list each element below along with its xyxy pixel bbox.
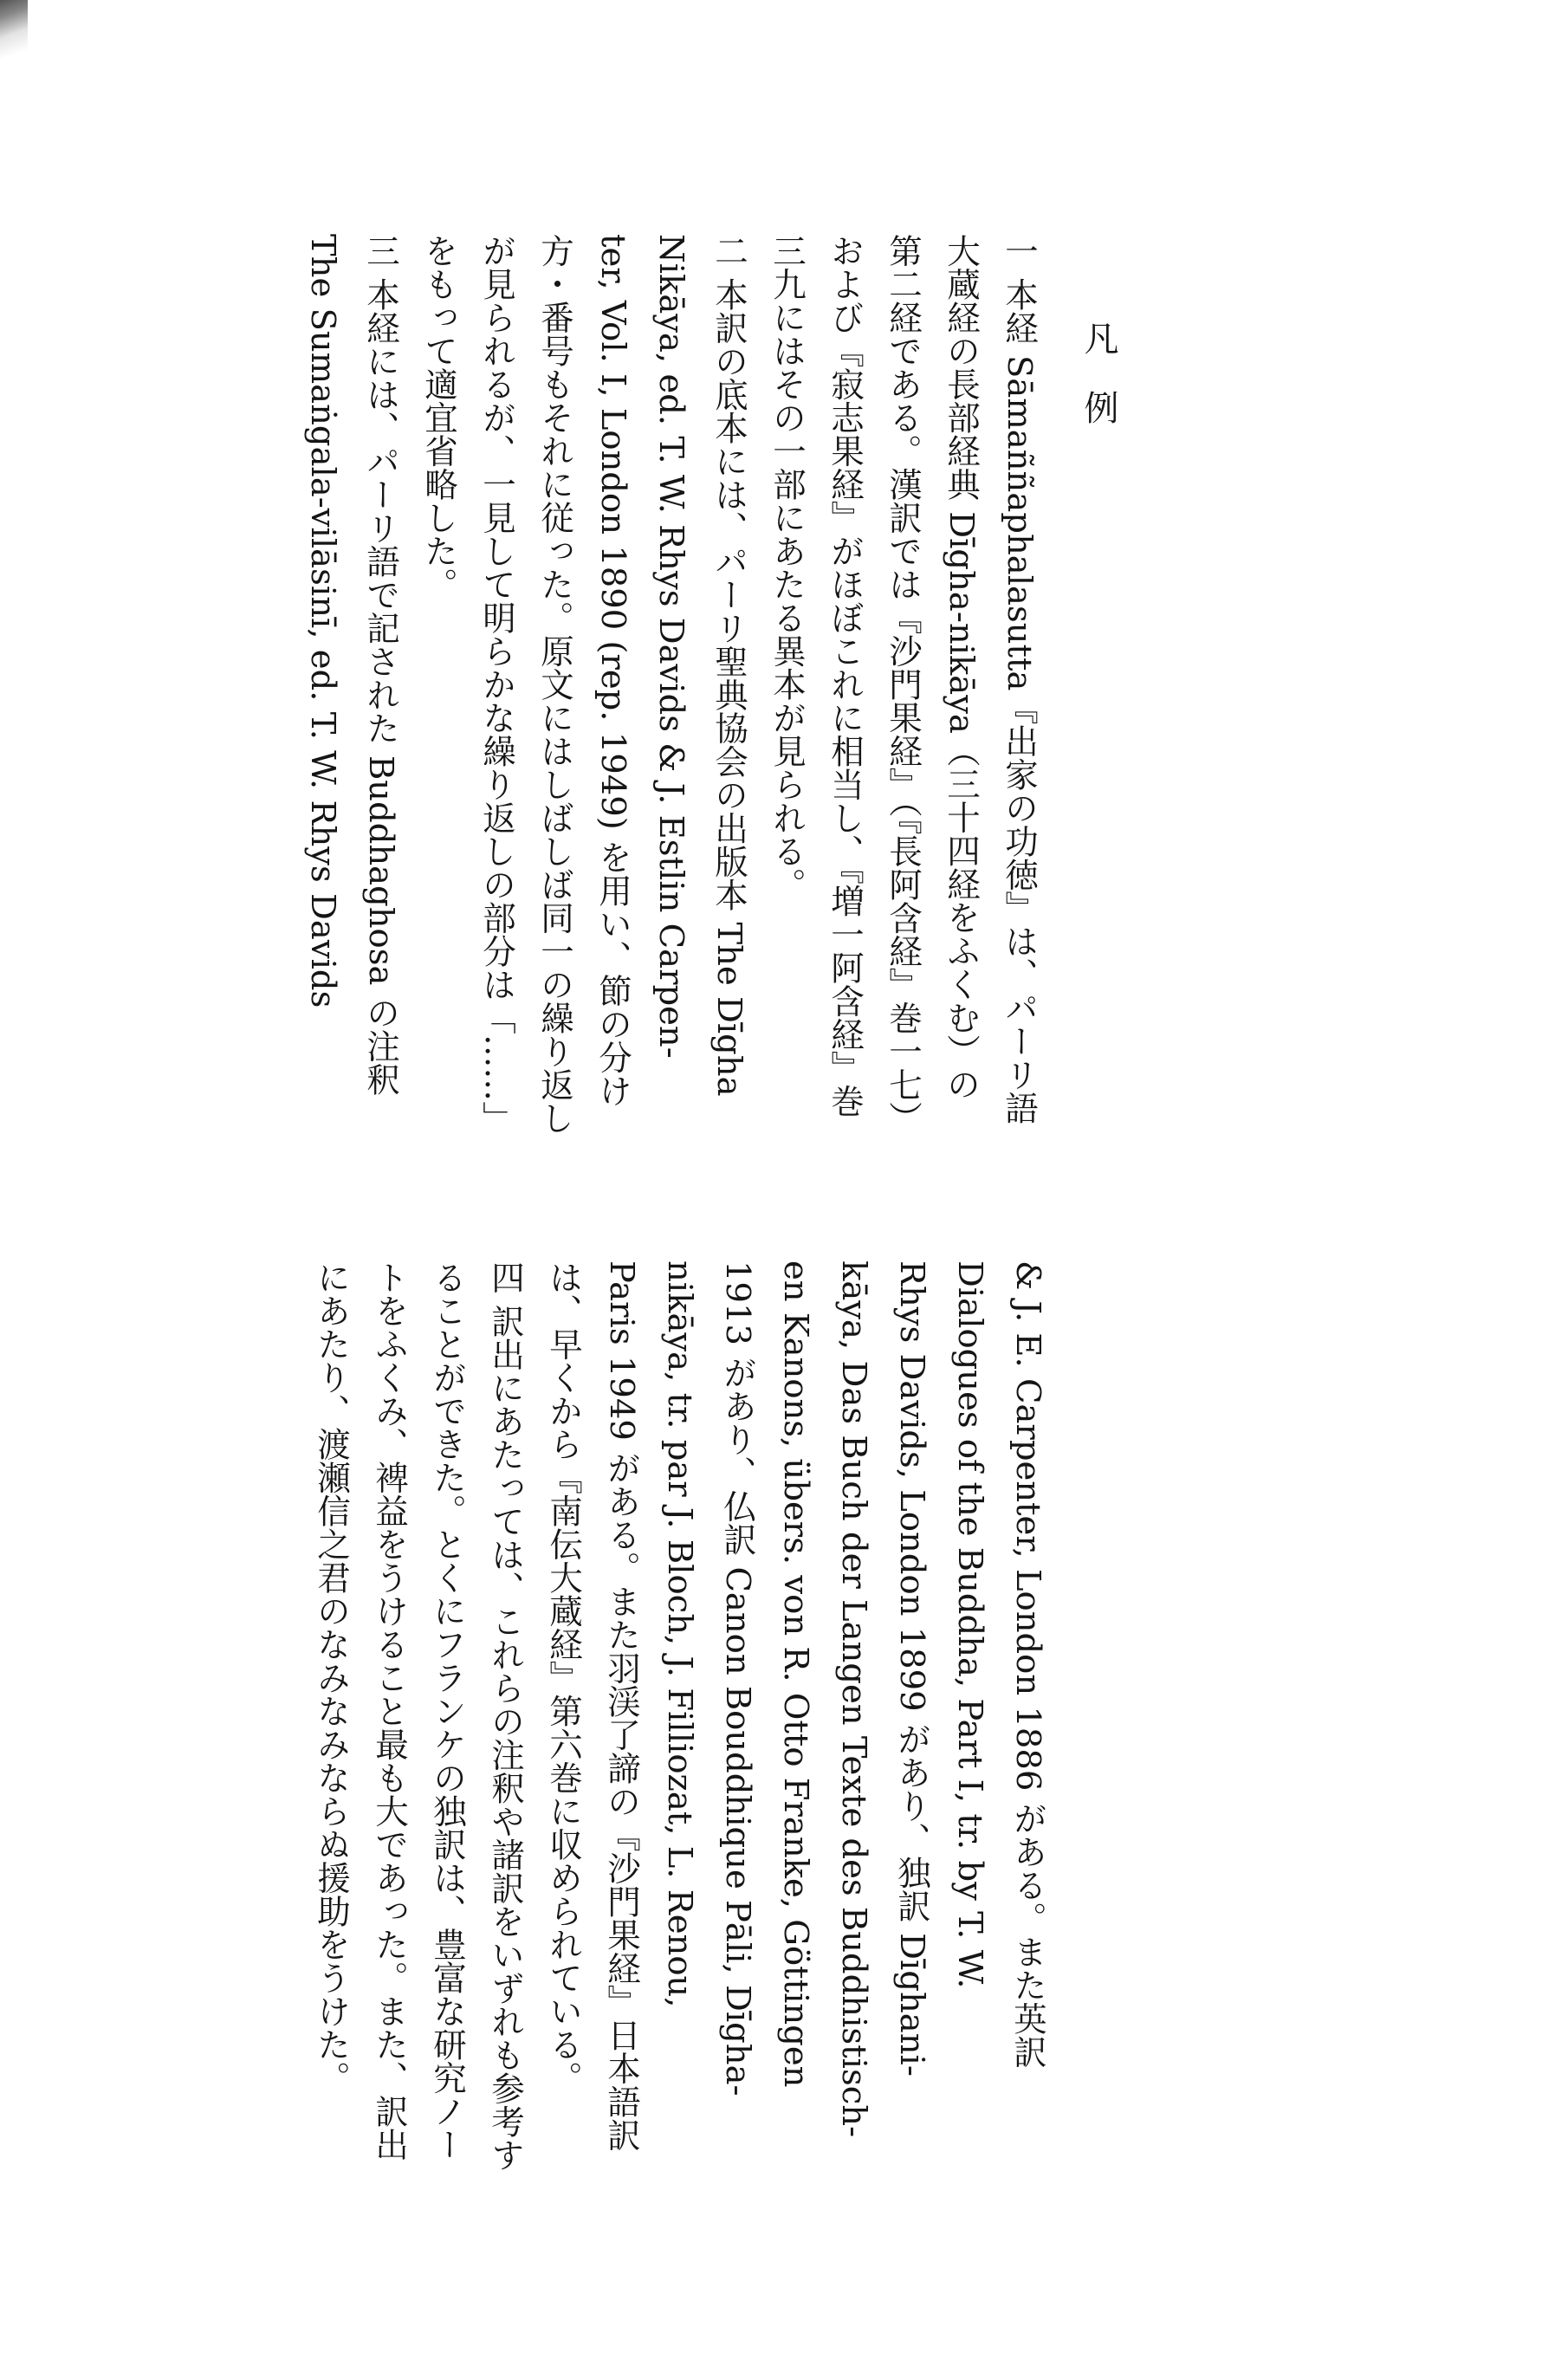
- text-line: kāya, Das Buch der Langen Texte des Buddhistisch-: [834, 1261, 873, 2138]
- text-line: Dialogues of the Buddha, Part I, tr. by T. W.: [950, 1261, 989, 1989]
- text-line: The Sumaṅgala-vilāsinī, ed. T. W. Rhys Davids: [303, 234, 342, 1008]
- text-line: をもって適宜省略した。: [419, 234, 458, 601]
- scan-edge-mark: [0, 0, 28, 61]
- text-line: にあたり、渡瀬信之君のなみなみならぬ援助をうけた。: [312, 1261, 351, 2095]
- text-line: 第二経である。漢訳では『沙門果経』（『長阿含経』巻一七）: [884, 234, 923, 1135]
- text-line: Rhys Davids, London 1899 があり、独訳 Dīghani-: [892, 1261, 931, 2077]
- text-line: Paris 1949 がある。また羽渓了諦の『沙門果経』日本語訳: [602, 1261, 641, 2152]
- text-line: 三 本経には、パーリ語で記された Buddhaghosa の注釈: [361, 234, 400, 1097]
- text-line: が見られるが、一見して明らかな繰り返しの部分は「……」: [477, 234, 516, 1135]
- text-line: ter, Vol. I, London 1890 (rep. 1949) を用い、節の分け: [593, 234, 632, 1108]
- lower-text-block: [302, 1261, 1057, 2179]
- text-line: 一 本経 Sāmaññaphalasutta『出家の功徳』は、パーリ語: [1000, 234, 1039, 1124]
- text-line: 大蔵経の長部経典 Dīgha-nikāya（三十四経をふくむ）の: [942, 234, 981, 1101]
- text-line: 四 訳出にあたっては、これらの注釈や諸訳をいずれも参考す: [486, 1261, 525, 2172]
- text-line: en Kanons, übers. von R. Otto Franke, Göttingen: [776, 1261, 815, 2088]
- text-line: 二 本訳の底本には、パーリ聖典協会の出版本 The Dīgha: [709, 234, 748, 1097]
- text-line: トをふくみ、裨益をうけること最も大であった。また、訳出: [370, 1261, 409, 2161]
- upper-text-block: [294, 234, 1048, 1213]
- text-line: 三九にはその一部にあたる異本が見られる。: [768, 234, 807, 901]
- text-line: および『寂志果経』がほぼこれに相当し、『増一阿含経』巻: [826, 234, 865, 1118]
- text-line: & J. E. Carpenter, London 1886 がある。また英訳: [1008, 1261, 1047, 2069]
- page-title: 凡例: [1079, 321, 1118, 459]
- text-line: nikāya, tr. par J. Bloch, J. Filliozat, L. Renou,: [660, 1261, 699, 2008]
- text-line: は、早くから『南伝大蔵経』第六巻に収められている。: [544, 1261, 583, 2095]
- text-line: Nikāya, ed. T. W. Rhys Davids & J. Estlin Carpen-: [651, 234, 690, 1059]
- text-line: 方・番号もそれに従った。原文にはしばしば同一の繰り返し: [535, 234, 574, 1135]
- text-line: ることができた。とくにフランケの独訳は、豊富な研究ノー: [428, 1261, 467, 2161]
- text-line: 1913 があり、仏訳 Canon Bouddhique Pāli, Dīgha-: [718, 1261, 757, 2097]
